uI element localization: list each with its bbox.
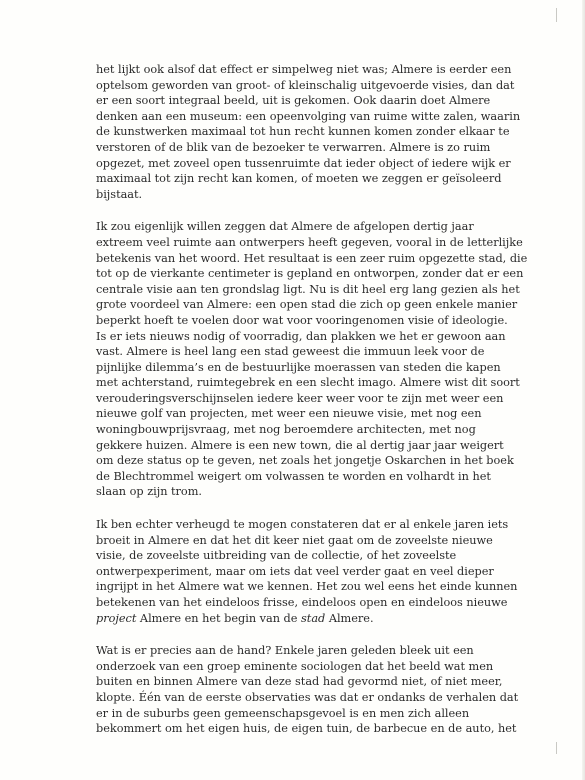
text-segment: om deze status op te geven, net zoals het jongetje Oskarchen in het boek xyxy=(96,454,514,468)
text-line xyxy=(96,344,485,360)
text-line xyxy=(96,313,508,329)
text-segment: Almere. xyxy=(325,611,374,625)
text-segment: nieuwe golf van projecten, met weer een nieuwe visie, met nog een xyxy=(96,407,482,421)
text-segment: maximaal tot zijn recht kan komen, of moeten we zeggen er geïsoleerd xyxy=(96,172,502,186)
text-line xyxy=(96,690,519,706)
text-segment: betekenen van het eindeloos frisse, eindeloos open en eindeloos nieuwe xyxy=(96,596,508,609)
text-segment: ontwerpexperiment, maar om iets dat veel verder gaat en veel dieper xyxy=(96,564,494,578)
text-segment: Ik zou eigenlijk willen zeggen dat Almere de afgelopen dertig jaar xyxy=(96,220,474,234)
text-line xyxy=(96,548,476,564)
text-segment: het lijkt ook alsof dat effect er simpelweg niet was; Almere is eerder een xyxy=(96,63,512,76)
text-segment: verouderingsverschijnselen iedere keer weer voor te zijn met weer een xyxy=(96,391,504,405)
text-segment: centrale visie aan ten grondslag ligt. Nu is dit heel erg lang gezien als het xyxy=(96,282,520,296)
text-segment: betekenis van het woord. Het resultaat is een zeer ruim opgezette stad, die xyxy=(96,251,528,265)
text-line xyxy=(96,78,515,94)
text-segment: Is er iets nieuws nodig of voorradig, dan plakken we het er gewoon aan xyxy=(96,329,506,343)
text-line xyxy=(96,484,476,500)
paragraph xyxy=(96,62,521,202)
text-segment: extreem veel ruimte aan ontwerpers heeft gegeven, vooral in de letterlijke xyxy=(96,235,523,249)
scan-mark-top xyxy=(556,8,557,22)
text-line xyxy=(96,93,491,109)
text-line xyxy=(96,721,517,737)
text-line xyxy=(96,533,493,549)
text-segment: slaan op zijn trom. xyxy=(96,485,202,499)
text-line xyxy=(96,453,514,469)
text-line xyxy=(96,329,506,345)
text-line xyxy=(96,674,503,690)
text-segment: ingrijpt in het Almere wat we kennen. Het zou wel eens het einde kunnen xyxy=(96,580,518,594)
text-line xyxy=(96,406,482,422)
text-line xyxy=(96,235,523,251)
text-segment: woningbouwprijsvraag, met nog beroemdere architecten, met nog xyxy=(96,423,476,437)
text-segment: visie, de zoveelste uitbreiding van de collectie, of het zoveelste xyxy=(96,549,457,563)
scan-mark-bottom xyxy=(556,742,557,754)
text-line xyxy=(96,171,502,187)
text-line xyxy=(96,469,491,485)
text-line xyxy=(96,611,476,627)
text-line xyxy=(96,438,504,454)
text-segment: buiten en binnen Almere van deze stad had gevormd niet, of niet meer, xyxy=(96,675,503,689)
text-line xyxy=(96,375,520,391)
text-segment: onderzoek van een groep eminente sociologen dat het beeld wat men xyxy=(96,659,494,673)
text-line xyxy=(96,219,476,235)
text-line xyxy=(96,62,512,78)
paragraph xyxy=(96,219,528,500)
text-line xyxy=(96,140,491,156)
text-segment: verstoren of de blik van de bezoeker te verwarren. Almere is zo ruim xyxy=(96,140,491,154)
text-segment: Ik ben echter verheugd te mogen constateren dat er al enkele jaren iets xyxy=(96,518,509,532)
text-line xyxy=(96,156,511,172)
text-line xyxy=(96,659,494,675)
text-segment: bijstaat. xyxy=(96,187,143,201)
text-segment: denken aan een museum: een opeenvolging van ruime witte zalen, waarin xyxy=(96,109,521,123)
text-segment: gekkere huizen. Almere is een new town, die al dertig jaar jaar weigert xyxy=(96,438,504,452)
text-segment: opgezet, met zoveel open tussenruimte dat ieder object of iedere wijk er xyxy=(96,156,511,170)
text-segment: grote voordeel van Almere: een open stad die zich op geen enkele manier xyxy=(96,298,518,312)
text-line xyxy=(96,360,501,376)
text-line xyxy=(96,564,494,580)
text-segment: met achterstand, ruimtegebrek en een slecht imago. Almere wist dit soort xyxy=(96,376,520,390)
text-line xyxy=(96,643,476,659)
text-segment: broeit in Almere en dat het dit keer niet gaat om de zoveelste nieuwe xyxy=(96,533,493,547)
text-line xyxy=(96,422,476,438)
italic-text: project xyxy=(96,611,137,625)
text-segment: er een soort integraal beeld, uit is gekomen. Ook daarin doet Almere xyxy=(96,94,491,108)
text-segment: de kunstwerken maximaal tot hun recht kunnen komen zonder elkaar te xyxy=(96,125,510,139)
text-segment: beperkt hoeft te voelen door wat voor vooringenomen visie of ideologie. xyxy=(96,313,508,327)
text-segment: vast. Almere is heel lang een stad geweest die immuun leek voor de xyxy=(96,345,485,359)
paragraph xyxy=(96,643,519,737)
text-segment: optelsom geworden van groot- of kleinschalig uitgevoerde visies, dan dat xyxy=(96,78,515,92)
text-line xyxy=(96,391,504,407)
text-segment: de Blechtrommel weigert om volwassen te worden en volhardt in het xyxy=(96,469,491,483)
text-line xyxy=(96,297,518,313)
text-line xyxy=(96,282,520,298)
text-line xyxy=(96,706,476,722)
text-segment: pijnlijke dilemma’s en de bestuurlijke moerassen van steden die kapen xyxy=(96,360,501,374)
text-segment: klopte. Één van de eerste observaties was dat er ondanks de verhalen dat xyxy=(96,690,519,704)
text-line xyxy=(96,124,510,140)
paragraph xyxy=(96,517,518,626)
text-segment: Almere en het begin van de xyxy=(136,611,302,625)
text-line xyxy=(96,579,518,595)
text-line xyxy=(96,517,509,533)
text-line xyxy=(96,266,524,282)
text-line xyxy=(96,595,508,611)
text-segment: tot op de vierkante centimeter is gepland en ontworpen, zonder dat er een xyxy=(96,267,524,281)
text-line xyxy=(96,187,476,203)
text-line xyxy=(96,251,528,267)
italic-text: stad xyxy=(301,611,326,625)
document-body xyxy=(96,62,528,754)
text-line xyxy=(96,109,521,125)
text-segment: er in de suburbs geen gemeenschapsgevoel is en men zich alleen xyxy=(96,706,470,720)
text-segment: bekommert om het eigen huis, de eigen tuin, de barbecue en de auto, het xyxy=(96,722,517,736)
text-segment: Wat is er precies aan de hand? Enkele jaren geleden bleek uit een xyxy=(96,644,474,658)
